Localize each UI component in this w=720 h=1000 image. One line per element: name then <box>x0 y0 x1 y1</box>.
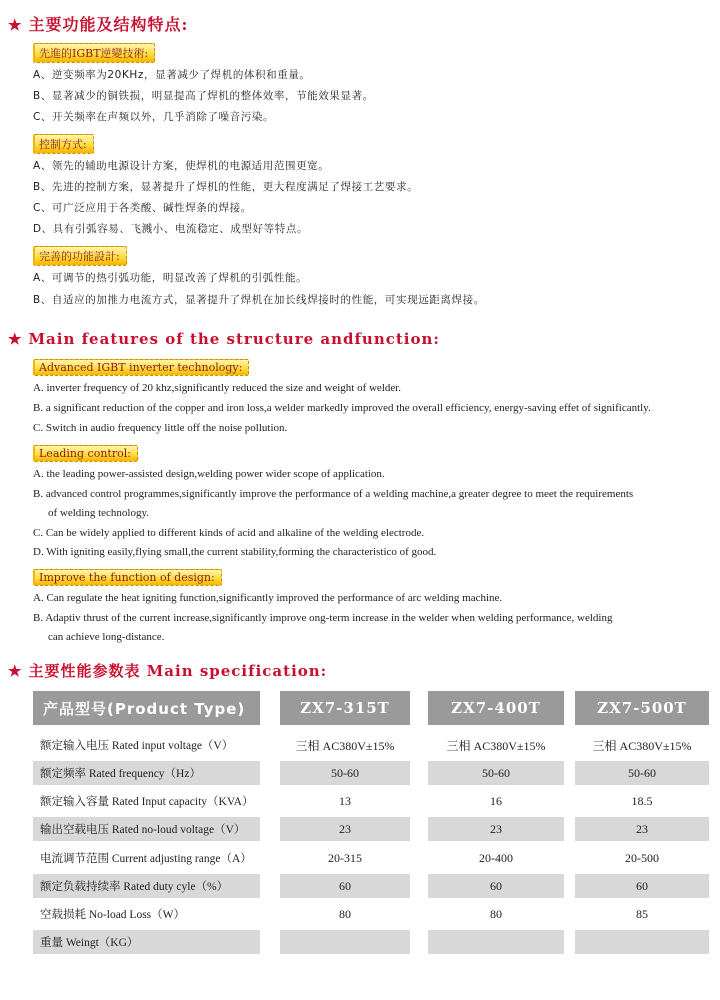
cn-heading-control: 控制方式: <box>33 134 94 154</box>
star-icon: ★ <box>8 16 23 34</box>
spec-cell: 23 <box>280 817 410 841</box>
spec-cell: 50-60 <box>575 761 709 785</box>
spec-cell: 60 <box>575 874 709 898</box>
spec-header-500t: ZX7-500T <box>575 691 709 725</box>
spec-cell: 20-400 <box>479 850 513 865</box>
spec-cell: 23 <box>428 817 564 841</box>
spec-header-type: 产品型号(Product Type) <box>33 691 260 725</box>
en-design-b-cont: can achieve long-distance. <box>48 631 165 643</box>
spec-cell: 三相 AC380V±15% <box>295 738 395 753</box>
en-control-a: A. the leading power-assisted design,welding power wider scope of application. <box>33 468 385 480</box>
cn-igbt-c: C、开关频率在声频以外，几乎消除了噪音污染。 <box>33 111 275 123</box>
spec-cell: 23 <box>575 817 709 841</box>
en-section-title <box>8 330 440 348</box>
spec-cell: 50-60 <box>428 761 564 785</box>
en-heading-igbt: Advanced IGBT inverter technology: <box>33 359 249 376</box>
en-design-b: B. Adaptiv thrust of the current increase,significantly improve ong-term increase in the welder when welding performance, welding <box>33 612 613 624</box>
spec-header-400t: ZX7-400T <box>428 691 564 725</box>
en-title-text: Main features of the structure andfunction: <box>28 330 440 348</box>
en-design-a: A. Can regulate the heat igniting function,significantly improved the performance of arc welding machine. <box>33 592 503 604</box>
spec-cell: 20-500 <box>625 850 659 865</box>
en-igbt-b: B. a significant reduction of the copper and iron loss,a welder markedly improved the overall efficiency, energy-saving effet of significantly. <box>33 402 651 414</box>
spec-header-315t: ZX7-315T <box>280 691 410 725</box>
cn-section-title <box>8 12 188 35</box>
cn-heading-design: 完善的功能設計: <box>33 246 127 266</box>
spec-cell: 60 <box>428 874 564 898</box>
spec-cell <box>575 930 709 954</box>
cn-title-text: 主要功能及结构特点: <box>28 15 189 34</box>
spec-cell: 三相 AC380V±15% <box>592 738 692 753</box>
spec-cell: 13 <box>339 793 351 808</box>
en-igbt-a: A. inverter frequency of 20 khz,significantly reduced the size and weight of welder. <box>33 382 402 394</box>
spec-cell: 50-60 <box>280 761 410 785</box>
cn-control-b: B、先进的控制方案，显著提升了焊机的性能，更大程度满足了焊接工艺要求。 <box>33 181 419 193</box>
spec-cell <box>280 930 410 954</box>
spec-section-title <box>8 660 327 681</box>
en-control-d: D. With igniting easily,flying small,the current stability,forming the characteristico of good. <box>33 546 437 558</box>
cn-design-b: B、自适应的加推力电流方式，显著提升了焊机在加长线焊接时的性能，可实现远距离焊接。 <box>33 294 485 306</box>
spec-row-label: 输出空载电压 Rated no-loud voltage（V） <box>40 824 246 836</box>
spec-cell: 85 <box>636 906 648 921</box>
en-heading-control: Leading control: <box>33 445 138 462</box>
spec-row-label: 额定频率 Rated frequency（Hz） <box>40 768 201 780</box>
spec-cell: 20-315 <box>328 850 362 865</box>
spec-cell: 60 <box>280 874 410 898</box>
cn-design-a: A、可调节的热引弧功能，明显改善了焊机的引弧性能。 <box>33 272 308 284</box>
star-icon: ★ <box>8 662 23 680</box>
spec-cell: 三相 AC380V±15% <box>446 738 546 753</box>
spec-title-text: 主要性能参数表 Main specification: <box>28 662 328 680</box>
spec-row-label: 空载损耗 No-load Loss（W） <box>40 909 186 921</box>
spec-row-label: 额定输入容量 Rated Input capacity（KVA） <box>40 796 254 808</box>
spec-cell: 16 <box>490 793 502 808</box>
cn-heading-igbt: 先進的IGBT逆變技術: <box>33 43 155 63</box>
spec-cell: 18.5 <box>631 793 653 808</box>
spec-row-label: 额定输入电压 Rated input voltage（V） <box>40 740 234 752</box>
en-control-b-cont: of welding technology. <box>48 507 150 519</box>
en-igbt-c: C. Switch in audio frequency little off the noise pollution. <box>33 422 288 434</box>
cn-control-d: D、具有引弧容易、飞溅小、电流稳定、成型好等特点。 <box>33 223 309 235</box>
spec-row-label: 电流调节范围 Current adjusting range（A） <box>40 853 252 865</box>
cn-igbt-b: B、显著减少的铜铁损，明显提高了焊机的整体效率，节能效果显著。 <box>33 90 374 102</box>
cn-control-a: A、领先的辅助电源设计方案，使焊机的电源适用范围更宽。 <box>33 160 330 172</box>
en-control-c: C. Can be widely applied to different kinds of acid and alkaline of the welding electrode. <box>33 527 425 539</box>
spec-cell <box>428 930 564 954</box>
en-control-b: B. advanced control programmes,significantly improve the performance of a welding machine,a greater degree to meet the requirements <box>33 488 634 500</box>
spec-row-label: 重量 Weingt（KG） <box>40 937 139 949</box>
spec-cell: 80 <box>490 906 502 921</box>
spec-row-label: 额定负载持续率 Rated duty cyle（%） <box>40 881 229 893</box>
cn-control-c: C、可广泛应用于各类酸、碱性焊条的焊接。 <box>33 202 252 214</box>
en-heading-design: Improve the function of design: <box>33 569 222 586</box>
star-icon: ★ <box>8 330 23 348</box>
spec-cell: 80 <box>339 906 351 921</box>
cn-igbt-a: A、逆变频率为20KHz，显著减少了焊机的体积和重量。 <box>33 69 311 81</box>
